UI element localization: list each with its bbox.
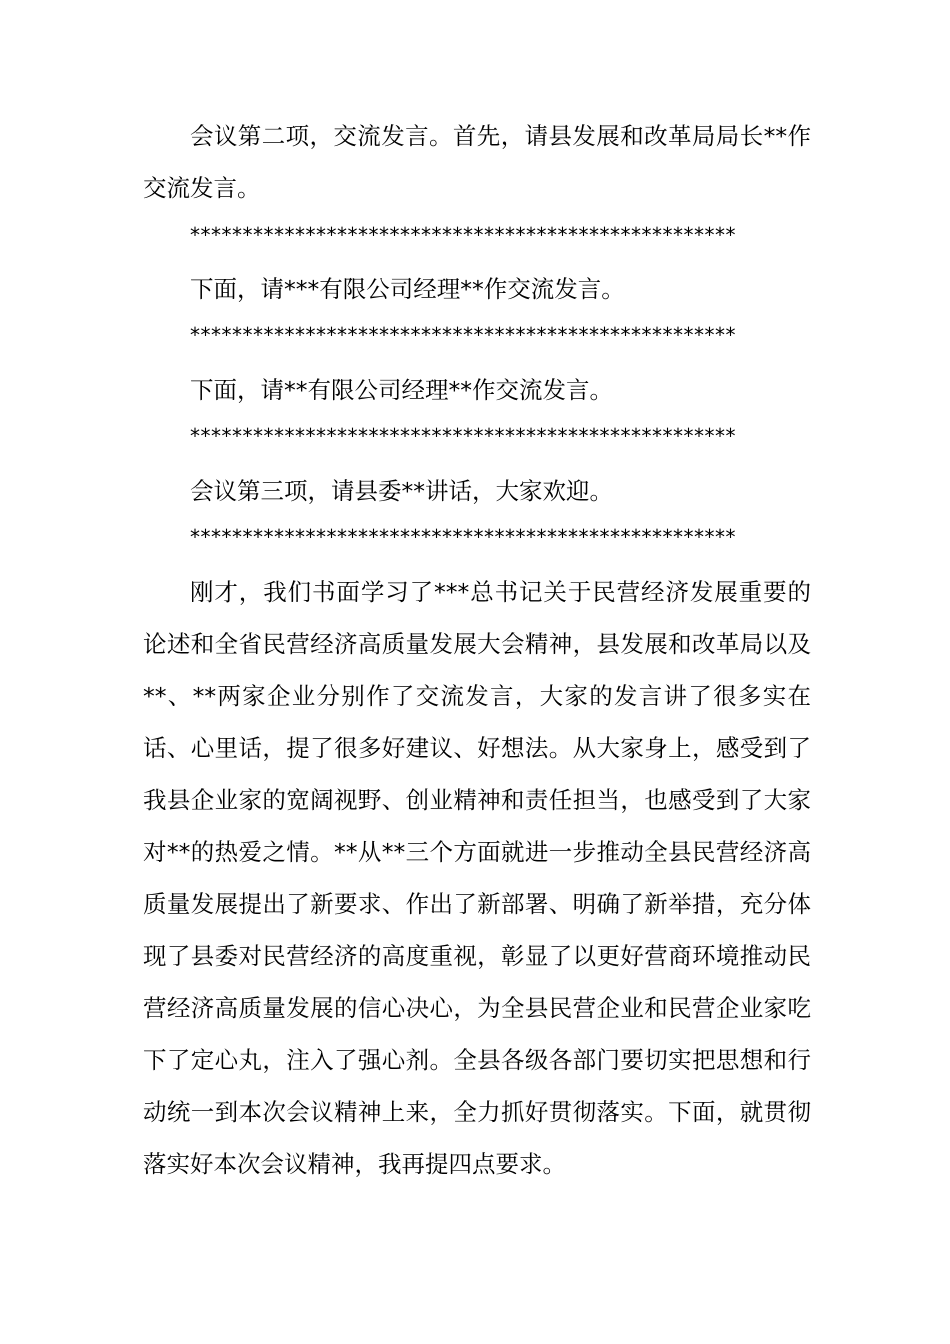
separator-line: ****************************************************	[190, 223, 736, 247]
paragraph-speaker-three: 下面，请**有限公司经理**作交流发言。	[190, 376, 613, 404]
paragraph-speaker-two: 下面，请***有限公司经理**作交流发言。	[190, 275, 625, 303]
separator-line: ****************************************************	[190, 424, 736, 448]
separator-line: ****************************************************	[190, 525, 736, 549]
separator-line: ****************************************************	[190, 323, 736, 347]
paragraph-agenda-item-three: 会议第三项，请县委**讲话，大家欢迎。	[190, 477, 613, 505]
paragraph-speech-body: 刚才，我们书面学习了***总书记关于民营经济发展重要的论述和全省民营经济高质量发展大会精神，县发展和改革局以及**、**两家企业分别作了交流发言，大家的发言讲了很多实在话、心里话，提了很多好建议、好想法。从大家身上，感受到了我县企业家的宽阔视野、创业精神和责任担当，也感受到了大家对**的热爱之情。**从**三个方面就进一步推动全县民营经济高质量发展提出了新要求、作出了新部署、明确了新举措，充分体现了县委对民营经济的高度重视，彰显了以更好营商环境推动民营经济高质量发展的信心决心，为全县民营企业和民营企业家吃下了定心丸，注入了强心剂。全县各级各部门要切实把思想和行动统一到本次会议精神上来，全力抓好贯彻落实。下面，就贯彻落实好本次会议精神，我再提四点要求。	[143, 578, 811, 1178]
paragraph-agenda-item-two: 会议第二项，交流发言。首先，请县发展和改革局局长**作交流发言。	[143, 122, 811, 202]
